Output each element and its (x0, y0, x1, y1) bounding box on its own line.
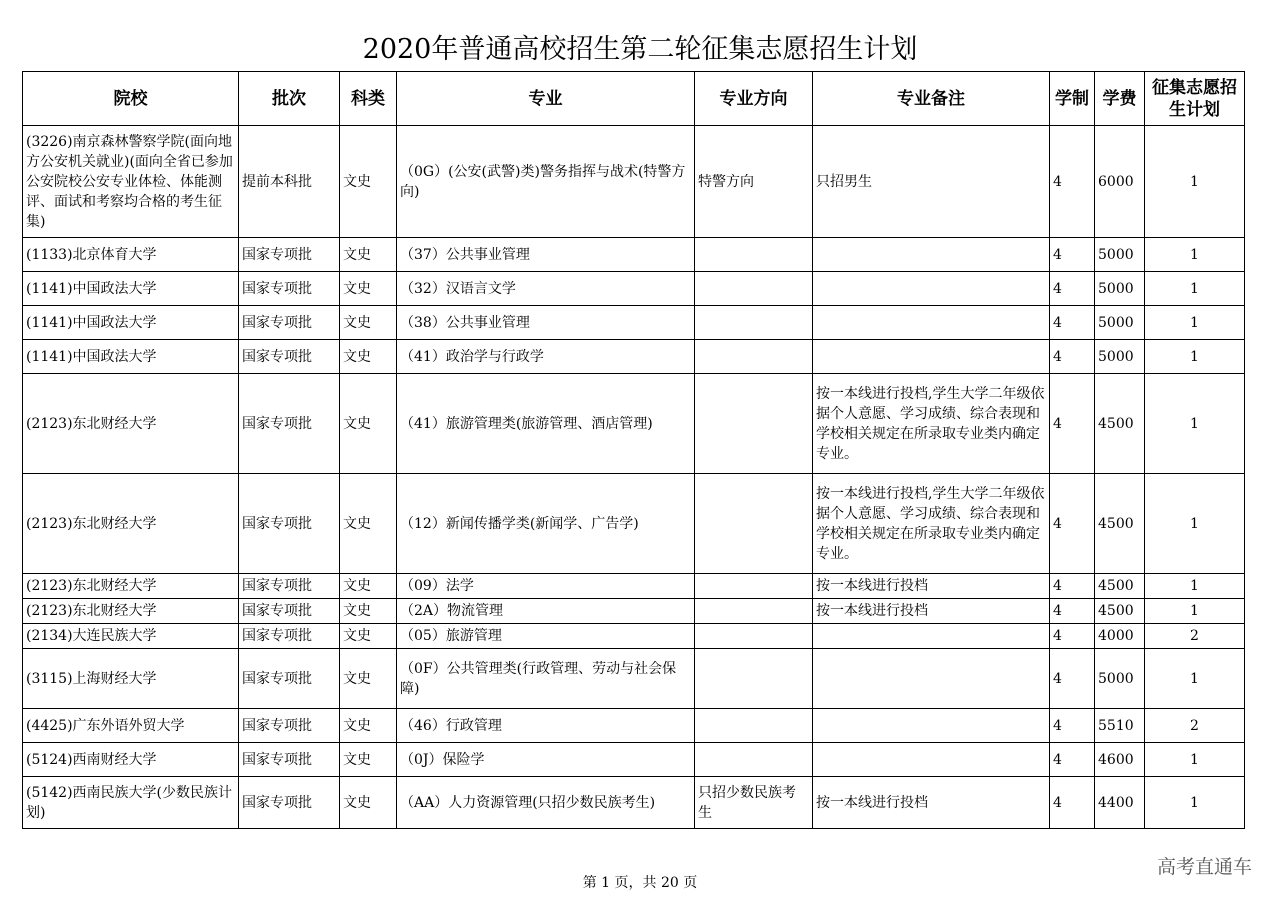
cell-batch: 国家专项批 (239, 777, 340, 829)
cell-fee: 5000 (1095, 340, 1145, 374)
cell-fee: 5000 (1095, 306, 1145, 340)
table-row (23, 306, 1245, 340)
cell-fee: 5000 (1095, 238, 1145, 272)
cell-direction (695, 599, 813, 624)
cell-batch: 国家专项批 (239, 599, 340, 624)
cell-plan: 1 (1145, 306, 1245, 340)
cell-subject: 文史 (340, 340, 397, 374)
cell-years: 4 (1050, 624, 1095, 649)
cell-plan: 1 (1145, 599, 1245, 624)
cell-fee: 4500 (1095, 599, 1145, 624)
cell-plan: 1 (1145, 574, 1245, 599)
cell-fee: 4500 (1095, 574, 1145, 599)
cell-major: （37）公共事业管理 (397, 238, 695, 272)
table-row (23, 709, 1245, 743)
cell-fee: 5510 (1095, 709, 1145, 743)
cell-major: （46）行政管理 (397, 709, 695, 743)
cell-school: (2134)大连民族大学 (23, 624, 239, 649)
cell-direction (695, 574, 813, 599)
cell-years: 4 (1050, 306, 1095, 340)
table-row (23, 474, 1245, 574)
cell-major: （41）政治学与行政学 (397, 340, 695, 374)
header-direction: 专业方向 (695, 72, 813, 126)
cell-years: 4 (1050, 574, 1095, 599)
cell-direction (695, 238, 813, 272)
header-years: 学制 (1050, 72, 1095, 126)
cell-school: (3115)上海财经大学 (23, 649, 239, 709)
cell-years: 4 (1050, 709, 1095, 743)
cell-batch: 国家专项批 (239, 272, 340, 306)
cell-direction (695, 743, 813, 777)
cell-subject: 文史 (340, 624, 397, 649)
cell-note (813, 306, 1050, 340)
cell-major: （32）汉语言文学 (397, 272, 695, 306)
cell-direction (695, 624, 813, 649)
cell-plan: 1 (1145, 126, 1245, 238)
cell-major: （41）旅游管理类(旅游管理、酒店管理) (397, 374, 695, 474)
cell-years: 4 (1050, 474, 1095, 574)
cell-note (813, 649, 1050, 709)
cell-note (813, 709, 1050, 743)
cell-batch: 国家专项批 (239, 340, 340, 374)
cell-plan: 1 (1145, 777, 1245, 829)
cell-school: (1133)北京体育大学 (23, 238, 239, 272)
cell-major: （12）新闻传播学类(新闻学、广告学) (397, 474, 695, 574)
cell-years: 4 (1050, 272, 1095, 306)
cell-fee: 4000 (1095, 624, 1145, 649)
cell-direction (695, 340, 813, 374)
cell-school: (4425)广东外语外贸大学 (23, 709, 239, 743)
header-school: 院校 (23, 72, 239, 126)
cell-batch: 提前本科批 (239, 126, 340, 238)
cell-major: （AA）人力资源管理(只招少数民族考生) (397, 777, 695, 829)
cell-subject: 文史 (340, 709, 397, 743)
cell-fee: 5000 (1095, 272, 1145, 306)
header-subject: 科类 (340, 72, 397, 126)
cell-note (813, 238, 1050, 272)
cell-years: 4 (1050, 340, 1095, 374)
cell-subject: 文史 (340, 574, 397, 599)
cell-direction (695, 272, 813, 306)
cell-subject: 文史 (340, 743, 397, 777)
cell-note: 按一本线进行投档 (813, 574, 1050, 599)
cell-years: 4 (1050, 599, 1095, 624)
cell-plan: 1 (1145, 474, 1245, 574)
cell-subject: 文史 (340, 374, 397, 474)
cell-batch: 国家专项批 (239, 574, 340, 599)
cell-fee: 6000 (1095, 126, 1145, 238)
table-row (23, 272, 1245, 306)
cell-direction: 只招少数民族考生 (695, 777, 813, 829)
cell-batch: 国家专项批 (239, 306, 340, 340)
cell-school: (2123)东北财经大学 (23, 574, 239, 599)
table-row (23, 574, 1245, 599)
table-row (23, 340, 1245, 374)
cell-direction (695, 374, 813, 474)
cell-subject: 文史 (340, 777, 397, 829)
table-header-row (23, 72, 1245, 126)
header-note: 专业备注 (813, 72, 1050, 126)
page-title: 2020年普通高校招生第二轮征集志愿招生计划 (362, 34, 918, 65)
cell-direction (695, 306, 813, 340)
cell-major: （0J）保险学 (397, 743, 695, 777)
table-row (23, 374, 1245, 474)
cell-plan: 2 (1145, 624, 1245, 649)
cell-subject: 文史 (340, 474, 397, 574)
cell-note (813, 743, 1050, 777)
watermark: 高考直通车 (1156, 856, 1252, 878)
cell-batch: 国家专项批 (239, 624, 340, 649)
cell-subject: 文史 (340, 126, 397, 238)
header-fee: 学费 (1095, 72, 1145, 126)
cell-school: (1141)中国政法大学 (23, 272, 239, 306)
cell-note: 按一本线进行投档 (813, 777, 1050, 829)
cell-subject: 文史 (340, 649, 397, 709)
cell-plan: 1 (1145, 743, 1245, 777)
cell-direction (695, 474, 813, 574)
cell-plan: 1 (1145, 340, 1245, 374)
cell-direction: 特警方向 (695, 126, 813, 238)
cell-major: （2A）物流管理 (397, 599, 695, 624)
cell-batch: 国家专项批 (239, 709, 340, 743)
cell-major: （38）公共事业管理 (397, 306, 695, 340)
table-row (23, 238, 1245, 272)
cell-plan: 1 (1145, 238, 1245, 272)
cell-years: 4 (1050, 238, 1095, 272)
cell-years: 4 (1050, 374, 1095, 474)
cell-subject: 文史 (340, 306, 397, 340)
cell-batch: 国家专项批 (239, 743, 340, 777)
cell-plan: 1 (1145, 374, 1245, 474)
cell-batch: 国家专项批 (239, 374, 340, 474)
cell-note (813, 272, 1050, 306)
cell-note: 按一本线进行投档,学生大学二年级依据个人意愿、学习成绩、综合表现和学校相关规定在所录取专业类内确定专业。 (813, 474, 1050, 574)
cell-batch: 国家专项批 (239, 238, 340, 272)
header-plan: 征集志愿招生计划 (1145, 72, 1245, 126)
cell-direction (695, 709, 813, 743)
cell-major: （0G）(公安(武警)类)警务指挥与战术(特警方向) (397, 126, 695, 238)
enrollment-plan-table (22, 71, 1245, 829)
page-number: 第 1 页，共 20 页 (582, 875, 698, 891)
cell-major: （0F）公共管理类(行政管理、劳动与社会保障) (397, 649, 695, 709)
cell-major: （05）旅游管理 (397, 624, 695, 649)
cell-school: (1141)中国政法大学 (23, 306, 239, 340)
cell-direction (695, 649, 813, 709)
table-row (23, 624, 1245, 649)
cell-school: (2123)东北财经大学 (23, 474, 239, 574)
header-major: 专业 (397, 72, 695, 126)
table-row (23, 126, 1245, 238)
cell-note (813, 340, 1050, 374)
cell-school: (2123)东北财经大学 (23, 374, 239, 474)
cell-subject: 文史 (340, 238, 397, 272)
cell-school: (3226)南京森林警察学院(面向地方公安机关就业)(面向全省已参加公安院校公安专业体检、体能测评、面试和考察均合格的考生征集) (23, 126, 239, 238)
cell-subject: 文史 (340, 272, 397, 306)
cell-plan: 2 (1145, 709, 1245, 743)
cell-batch: 国家专项批 (239, 474, 340, 574)
cell-years: 4 (1050, 777, 1095, 829)
table-row (23, 649, 1245, 709)
header-batch: 批次 (239, 72, 340, 126)
cell-fee: 4600 (1095, 743, 1145, 777)
table-row (23, 743, 1245, 777)
cell-fee: 4500 (1095, 374, 1145, 474)
cell-note: 只招男生 (813, 126, 1050, 238)
cell-major: （09）法学 (397, 574, 695, 599)
cell-fee: 4400 (1095, 777, 1145, 829)
cell-school: (1141)中国政法大学 (23, 340, 239, 374)
cell-fee: 4500 (1095, 474, 1145, 574)
cell-school: (5142)西南民族大学(少数民族计划) (23, 777, 239, 829)
cell-note (813, 624, 1050, 649)
cell-fee: 5000 (1095, 649, 1145, 709)
table-row (23, 777, 1245, 829)
cell-years: 4 (1050, 126, 1095, 238)
cell-note: 按一本线进行投档,学生大学二年级依据个人意愿、学习成绩、综合表现和学校相关规定在所录取专业类内确定专业。 (813, 374, 1050, 474)
table-body (23, 126, 1245, 829)
cell-years: 4 (1050, 743, 1095, 777)
cell-note: 按一本线进行投档 (813, 599, 1050, 624)
cell-batch: 国家专项批 (239, 649, 340, 709)
cell-school: (2123)东北财经大学 (23, 599, 239, 624)
cell-school: (5124)西南财经大学 (23, 743, 239, 777)
cell-plan: 1 (1145, 272, 1245, 306)
cell-plan: 1 (1145, 649, 1245, 709)
cell-years: 4 (1050, 649, 1095, 709)
table-row (23, 599, 1245, 624)
cell-subject: 文史 (340, 599, 397, 624)
